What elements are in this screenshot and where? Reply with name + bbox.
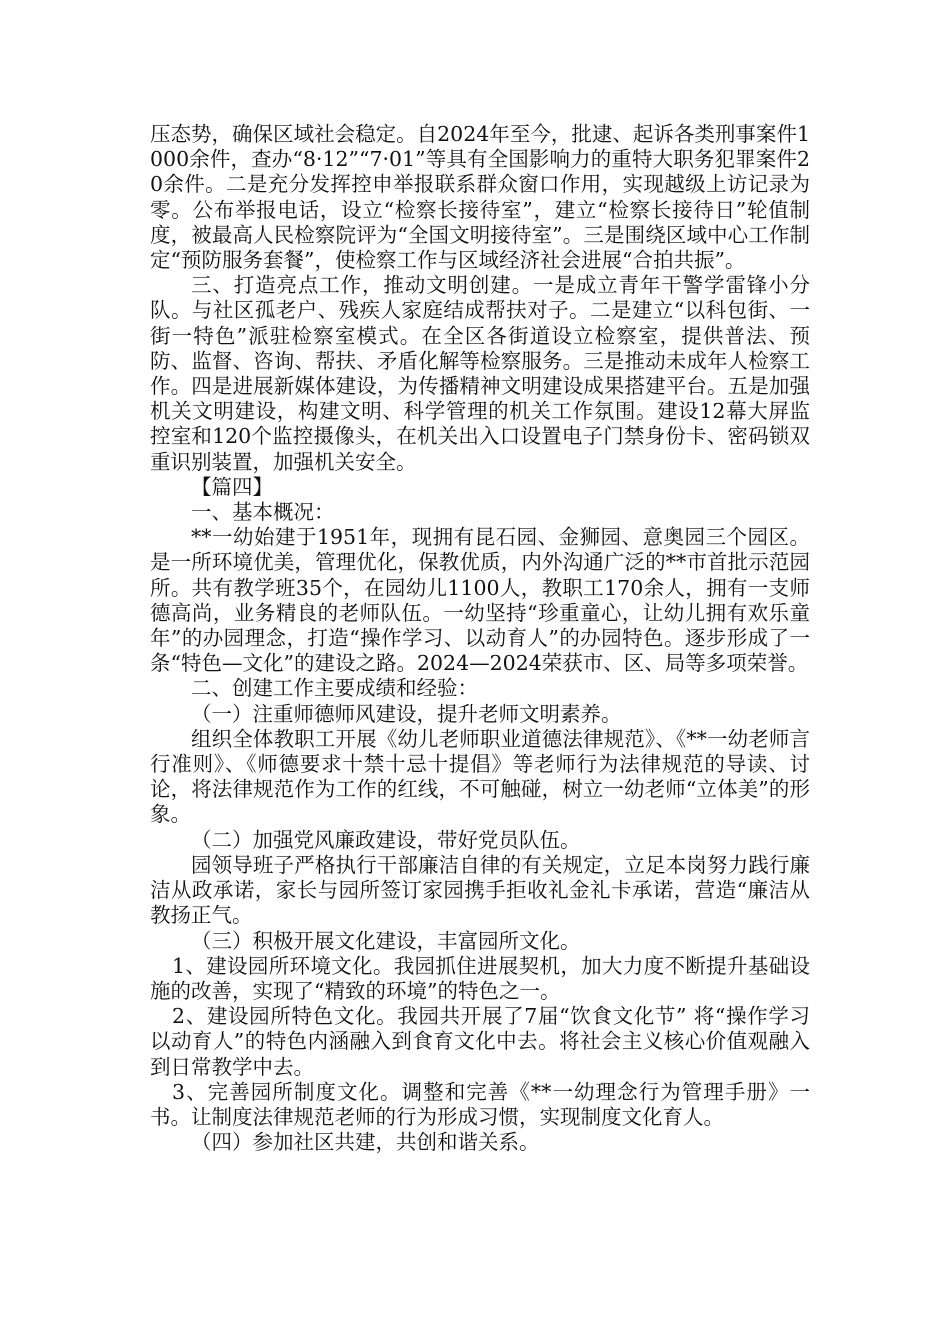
document-body	[150, 122, 810, 1155]
heading-basic-overview: 一、基本概况：	[191, 500, 335, 525]
list-item-feature-culture: 2、建设园所特色文化。我园共开展了7届“饮食文化节” 将“操作学习 以动育人”的特色内涵融入到食育文化中去。将社会主义核心价值观融入到日常教学中去。	[150, 1004, 810, 1079]
heading-achievements: 二、创建工作主要成绩和经验：	[191, 676, 478, 701]
paragraph-overview: **一幼始建于1951年，现拥有昆石园、金狮园、意奥园三个园区。是一所环境优美，管理优化，保教优质，内外沟通广泛的**市首批示范园所。共有教学班35个，在园幼儿1100人，教职工170余人，拥有一支师德高尚，业务精良的老师队伍。一幼坚持“珍重童心，让幼儿拥有欢乐童年”的办园理念，打造“操作学习、以动育人”的办园特色。逐步形成了一条“特色—文化”的建设之路。2024—2024荣获市、区、局等多项荣誉。	[150, 525, 810, 676]
subheading-two: （二）加强党风廉政建设，带好党员队伍。	[191, 827, 581, 852]
paragraph-integrity: 园领导班子严格执行干部廉洁自律的有关规定，立足本岗努力践行廉洁从政承诺，家长与园所签订家园携手拒收礼金礼卡承诺，营造“廉洁从教扬正气。	[150, 852, 810, 928]
heading-part-four: 【篇四】	[191, 474, 273, 499]
subheading-three: （三）积极开展文化建设，丰富园所文化。	[191, 928, 581, 953]
list-item-environment-culture: 1、建设园所环境文化。我园抓住进展契机，加大力度不断提升基础设施的改善，实现了“精致的环境”的特色之一。	[150, 953, 810, 1003]
paragraph-section-three: 三、打造亮点工作，推动文明创建。一是成立青年干警学雷锋小分队。与社区孤老户、残疾人家庭结成帮扶对子。二是建立“以科包街、一街一特色”派驻检察室模式。在全区各街道设立检察室，提供普法、预防、监督、咨询、帮扶、矛盾化解等检察服务。三是推动未成年人检察工作。四是进展新媒体建设，为传播精神文明建设成果搭建平台。五是加强机关文明建设，构建文明、科学管理的机关工作氛围。建设12幕大屏监控室和120个监控摄像头，在机关出入口设置电子门禁身份卡、密码锁双重识别装置，加强机关安全。	[150, 273, 810, 474]
paragraph-intro-continuation: 压态势，确保区域社会稳定。自2024年至今，批逮、起诉各类刑事案件1000余件，查办“8·12”“7·01”等具有全国影响力的重特大职务犯罪案件20余件。二是充分发挥控申举报联系群众窗口作用，实现越级上访记录为零。公布举报电话，设立“检察长接待室”，建立“检察长接待日”轮值制度，被最高人民检察院评为“全国文明接待室”。三是围绕区域中心工作制定“预防服务套餐”，使检察工作与区域经济社会进展“合拍共振”。	[150, 122, 810, 273]
subheading-four: （四）参加社区共建，共创和谐关系。	[191, 1130, 540, 1155]
paragraph-ethics: 组织全体教职工开展《幼儿老师职业道德法律规范》、《**一幼老师言行准则》、《师德要求十禁十忌十提倡》等老师行为法律规范的导读、讨论，将法律规范作为工作的红线，不可触碰，树立一幼老师“立体美”的形象。	[150, 726, 810, 827]
list-item-system-culture: 3、完善园所制度文化。调整和完善《**一幼理念行为管理手册》一书。让制度法律规范老师的行为形成习惯，实现制度文化育人。	[150, 1079, 810, 1129]
subheading-one: （一）注重师德师风建设，提升老师文明素养。	[191, 701, 622, 726]
